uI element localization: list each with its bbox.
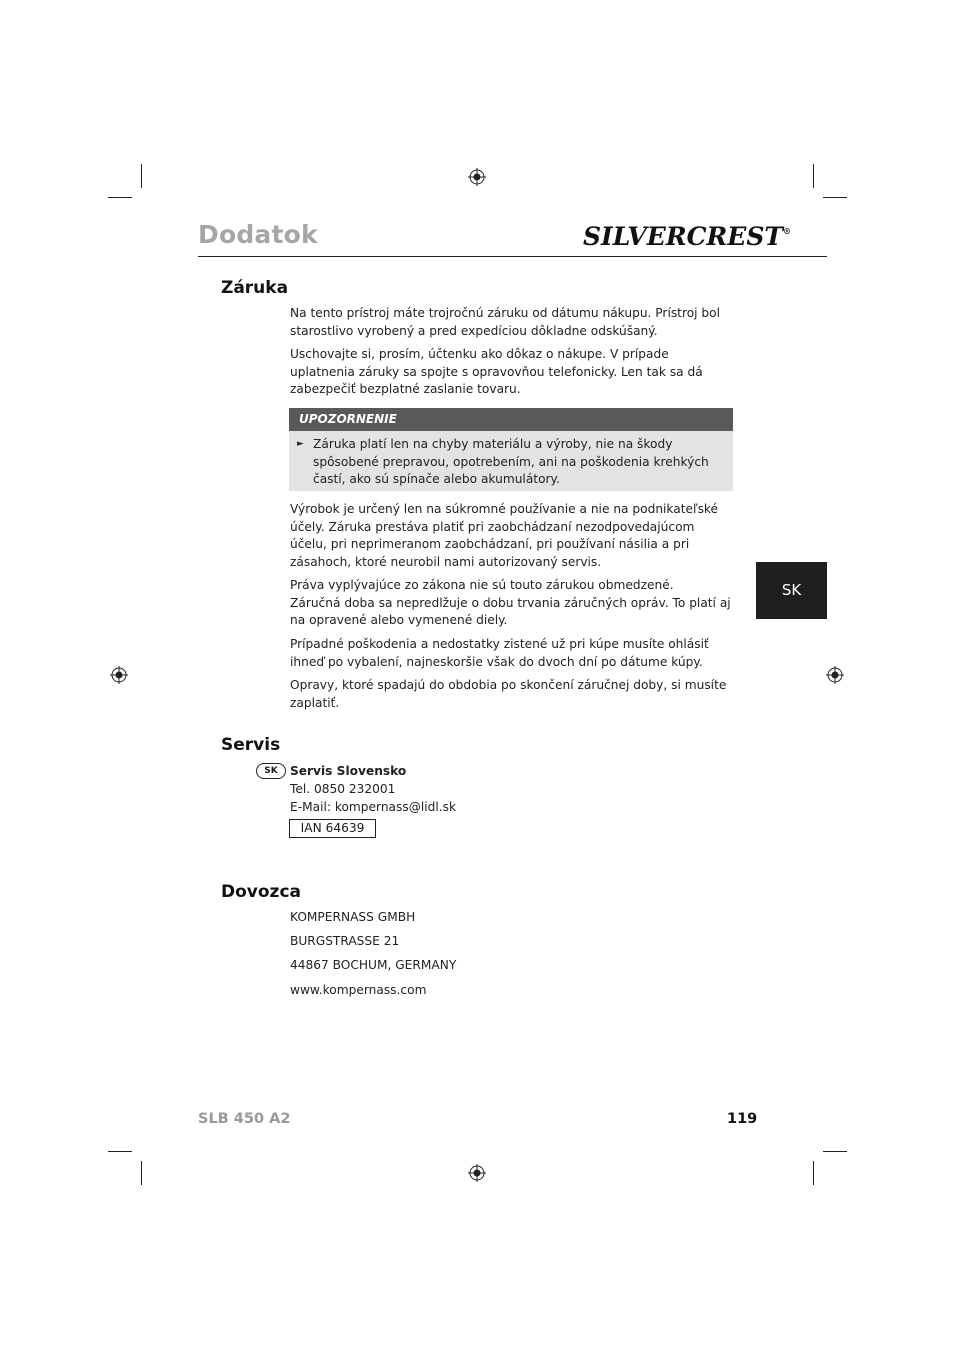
page-title: Dodatok [198, 220, 318, 249]
paragraph: Výrobok je určený len na súkromné používanie a nie na podnikateľské účely. Záruka prestáva platiť pri zaobchádzaní nezodpovedajúcom účelu, pri neprimeranom zaobchádzaní, pri používaní násilia a pri zásahoch, ktoré neurobil nami autorizovaný servis. [290, 502, 719, 569]
importer-line: 44867 BOCHUM, GERMANY [290, 958, 457, 972]
crop-mark [108, 1151, 132, 1152]
notice-body [289, 431, 733, 491]
header-divider [198, 256, 827, 257]
importer-website: www.kompernass.com [290, 983, 427, 997]
section-heading-dovozca: Dovozca [221, 882, 301, 902]
brand-name: SILVERCREST [583, 222, 783, 251]
language-tab [756, 562, 827, 619]
model-number: SLB 450 A2 [198, 1111, 291, 1127]
brand-logo [583, 222, 791, 251]
service-phone: Tel. 0850 232001 [290, 782, 396, 796]
crop-mark [141, 164, 142, 188]
registration-mark-icon [468, 1164, 486, 1182]
paragraph-line: Záručná doba sa nepredlžuje o dobu trvania záručných opráv. To platí aj na opravené alebo vymenené diely. [290, 595, 731, 628]
importer-line: BURGSTRASSE 21 [290, 934, 400, 948]
ian-number: IAN 64639 [289, 819, 376, 838]
paragraph: Prípadné poškodenia a nedostatky zistené už pri kúpe musíte ohlásiť ihneď po vybalení, najneskoršie však do dvoch dní po dátume kúpy. [290, 637, 709, 669]
crop-mark [141, 1161, 142, 1185]
crop-mark [108, 197, 132, 198]
bullet-arrow-icon: ► [297, 439, 304, 449]
service-email: E-Mail: kompernass@lidl.sk [290, 800, 457, 814]
notice-header [289, 408, 733, 431]
section-heading-zaruka: Záruka [221, 278, 289, 298]
crop-mark [823, 197, 847, 198]
page-number: 119 [727, 1111, 758, 1127]
crop-mark [813, 164, 814, 188]
notice-text: Záruka platí len na chyby materiálu a výroby, nie na škody spôsobené prepravou, opotrebením, ani na poškodenia krehkých častí, ako sú spínače alebo akumulátory. [313, 437, 709, 487]
language-tab-label: SK [781, 581, 802, 599]
paragraph: Na tento prístroj máte trojročnú záruku od dátumu nákupu. Prístroj bol starostlivo vyrobený a pred expedíciou dôkladne odskúšaný. [290, 306, 721, 338]
registration-mark-icon [110, 666, 128, 684]
registered-mark: ® [782, 226, 791, 236]
paragraph: Uschovajte si, prosím, účtenku ako dôkaz o nákupe. V prípade uplatnenia záruky sa spojte s opravovňou telefonicky. Len tak sa dá zabezpečiť bezplatné zaslanie tovaru. [290, 347, 703, 397]
paragraph: Opravy, ktoré spadajú do obdobia po skončení záručnej doby, si musíte zaplatiť. [290, 678, 727, 710]
paragraph-line: Práva vyplývajúce zo zákona nie sú touto zárukou obmedzené. [290, 578, 674, 592]
crop-mark [813, 1161, 814, 1185]
importer-line: KOMPERNASS GMBH [290, 910, 416, 924]
registration-mark-icon [468, 168, 486, 186]
paragraph [290, 577, 735, 630]
section-heading-servis: Servis [221, 735, 281, 755]
registration-mark-icon [826, 666, 844, 684]
notice-title: UPOZORNENIE [299, 412, 397, 426]
service-name: Servis Slovensko [290, 764, 407, 778]
crop-mark [823, 1151, 847, 1152]
country-badge: SK [256, 763, 286, 779]
